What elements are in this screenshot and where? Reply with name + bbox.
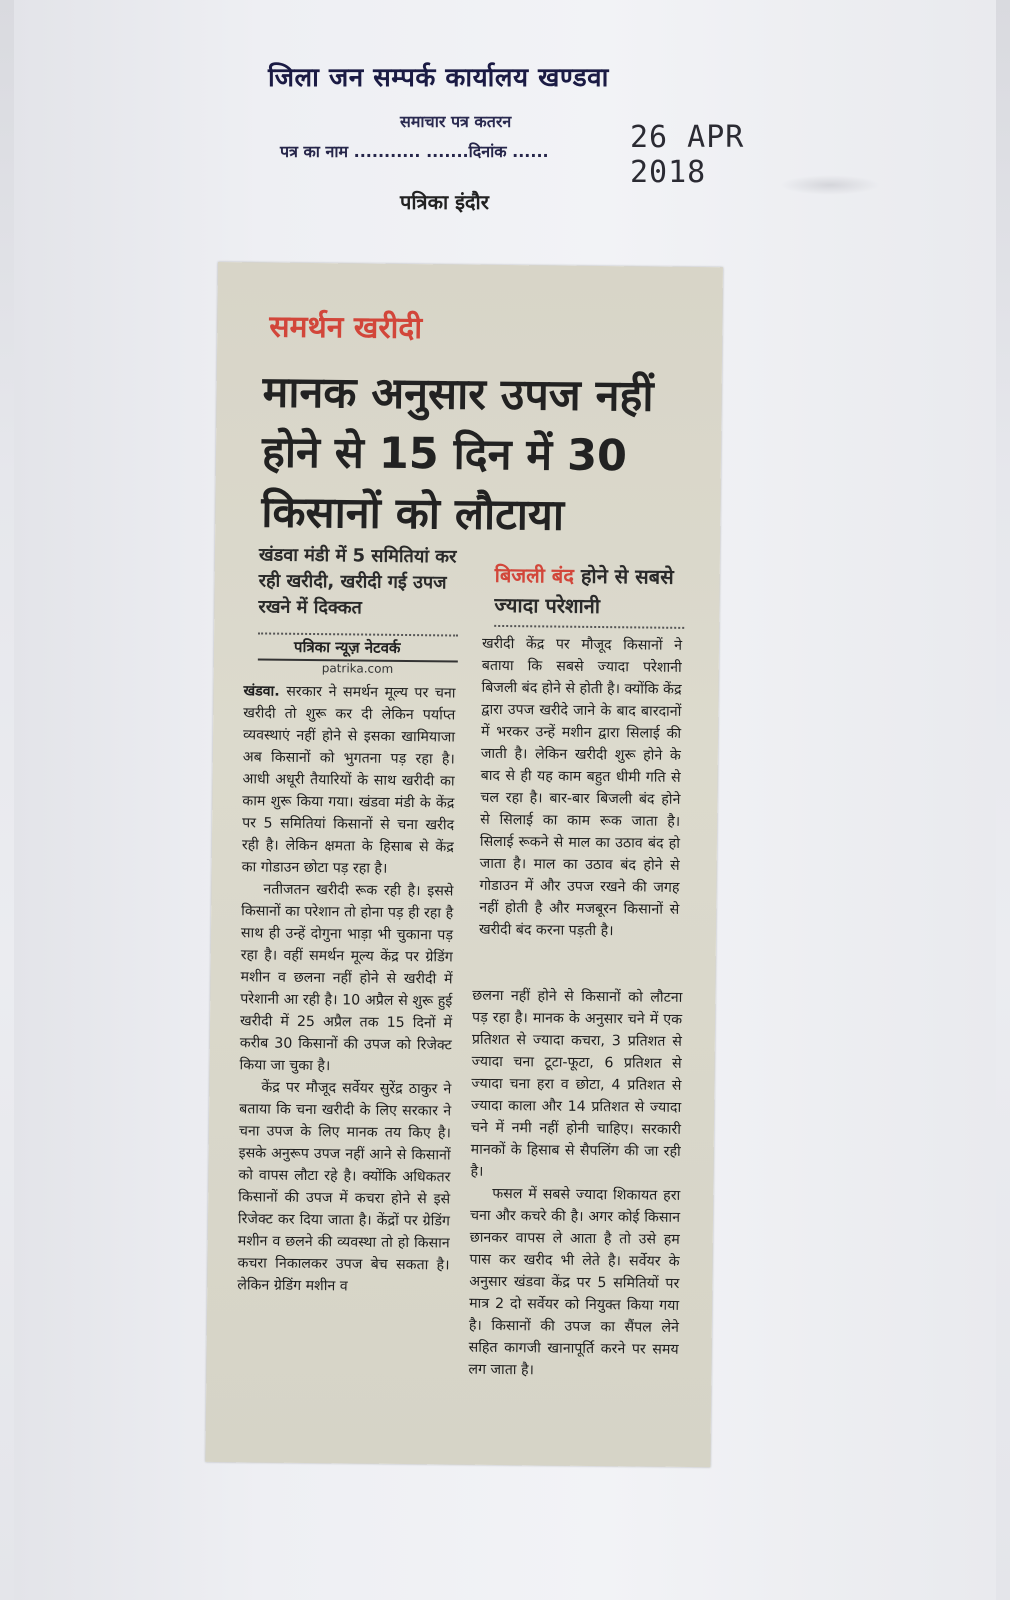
ink-smudge [780,175,880,195]
box-divider [494,625,684,629]
office-stamp [250,58,810,228]
clipping-website: patrika.com [321,661,394,676]
stamp-name-row: पत्र का नाम ........... .......दिनांक ...... [280,142,549,161]
right-paragraph-2: फसल में सबसे ज्यादा शिकायत हरा चना और कचरे की है। अगर कोई किसान छानकर वापस ले आता है तो उसे हम पास कर खरीद भी लेते है। सर्वेयर के अनुसार खंडवा केंद्र पर 5 समितियों पर मात्र 2 दो सर्वेयर को नियुक्त किया गया है। किसानों की उपज का सैंपल लेने सहित कागजी खानापूर्ति करने पर समय लग जाता है। [468,1185,681,1379]
stamp-office-name: जिला जन सम्पर्क कार्यालय खण्डवा [268,63,609,93]
box-title-highlight: बिजली बंद [494,562,575,588]
deck-divider [258,632,458,636]
clipping-byline: पत्रिका न्यूज़ नेटवर्क [293,637,401,657]
left-paragraph-2: नतीजतन खरीदी रूक रही है। इससे किसानों का परेशान तो होना पड़ ही रहा है साथ ही उन्हें दोगुना भाड़ा भी चुकाना पड़ रहा है। वहीं समर्थन मूल्य केंद्र पर ग्रेडिंग मशीन व छलना नहीं होने से खरीदी में परेशानी आ रही है। 10 अप्रैल से शुरू हुई खरीदी में 25 अप्रैल तक 15 दिनों में करीब 30 किसानों की उपज को रिजेक्ट किया जा चुका है। [239,881,454,1075]
stamp-paper-name: पत्रिका इंदौर [400,190,489,214]
stamp-subtitle: समाचार पत्र कतरन [400,112,512,131]
dateline: खंडवा. [243,683,280,700]
left-column [237,680,455,1298]
left-paragraph-1 [242,680,456,880]
right-column [468,985,682,1383]
right-paragraph-1: छलना नहीं होने से किसानों को लौटना पड़ रहा है। मानक के अनुसार चने में एक प्रतिशत से ज्यादा कचरा, 3 प्रतिशत से ज्यादा चना टूटा-फूटा, 6 प्रतिशत से ज्यादा चना हरा व छोटा, 4 प्रतिशत से ज्यादा काला और 14 प्रतिशत से ज्यादा चने में नमी नहीं होनी चाहिए। सरकारी मानकों के हिसाब से सैपलिंग की जा रही है। [470,987,683,1180]
clipping-deck: खंडवा मंडी में 5 समितियां कर रही खरीदी, खरीदी गई उपज रखने में दिक्कत [258,544,457,619]
sidebar-box-title [494,560,695,622]
left-paragraph-3: केंद्र पर मौजूद सर्वेयर सुरेंद्र ठाकुर ने बताया कि चना खरीदी के लिए सरकार ने चना उपज के लिए मानक तय किए है। इसके अनुरूप उपज नहीं आने से किसानों को वापस लौटा रहे है। क्योंकि अधिकतर किसानों की उपज में कचरा होने से इसे रिजेक्ट कर दिया जाता है। केंद्रों पर ग्रेडिंग मशीन व छलने की व्यवस्था तो हो किसान कचरा निकालकर उपज बेच सकता है। लेकिन ग्रेडिंग मशीन व [237,1079,452,1295]
clipping-kicker: समर्थन खरीदी [269,309,423,347]
clipping-headline: मानक अनुसार उपज नहीं होने से 15 दिन में 30 किसानों को लौटाया [261,367,654,541]
stamp-date: 26 APR 2018 [630,120,745,190]
box-title-rest: होने से सबसे ज्यादा परेशानी [494,563,674,619]
left-paragraph-1-text: सरकार ने समर्थन मूल्य पर चना खरीदी तो शुरू कर दी लेकिन पर्याप्त व्यवस्थाएं नहीं होने से इसका खामियाजा अब किसानों को भुगतना पड़ रहा है। आधी अधूरी तैयारियों के साथ खरीदी का काम शुरू किया गया। खंडवा मंडी के केंद्र पर 5 समितियां किसानों से चना खरीद रही है। लेकिन क्षमता के हिसाब से केंद्र का गोडाउन छोटा पड़ रहा है। [241,683,456,877]
newspaper-clipping [205,262,723,1467]
sidebar-box-text: खरीदी केंद्र पर मौजूद किसानों ने बताया कि सबसे ज्यादा परेशानी बिजली बंद होने से होती है। क्योंकि केंद्र द्वारा उपज खरीदे जाने के बाद बारदानों में भरकर उन्हें मशीन द्वारा सिलाई की जाती है। लेकिन खरीदी शुरू होने के बाद से ही यह काम बहुत धीमी गति से चल रहा है। बार-बार बिजली बंद होने से सिलाई का काम रूक जाता है। सिलाई रूकने से माल का उठाव बंद हो जाता है। माल का उठाव बंद होने से गोडाउन में और उपज रखने की जगह नहीं होती है और मजबूरन किसानों से खरीदी बंद करना पड़ती है। [478,635,683,940]
